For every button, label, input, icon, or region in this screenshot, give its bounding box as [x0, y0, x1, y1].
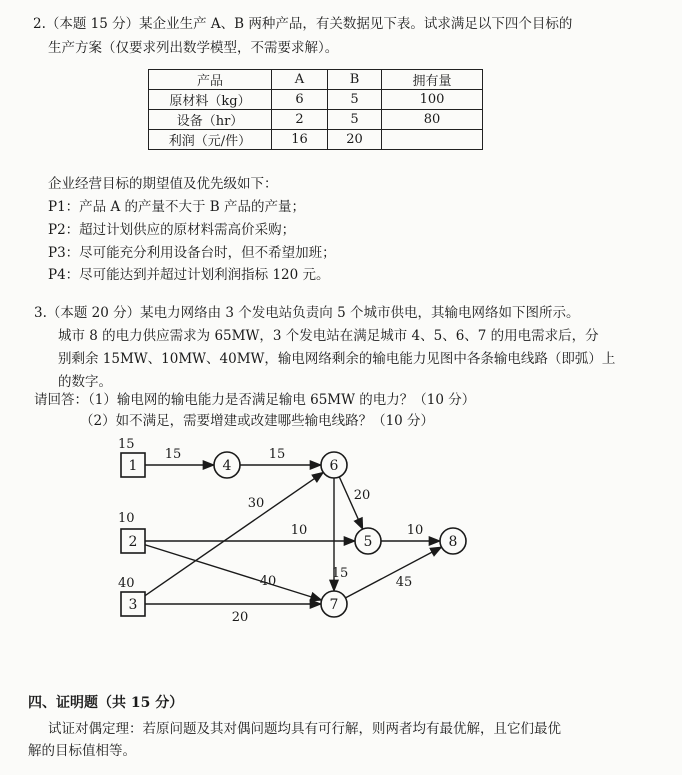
- station-label-1: 1: [128, 458, 138, 474]
- table-cell: 设备（hr）: [149, 110, 272, 130]
- goal-p4: P4：尽可能达到并超过计划利润指标 120 元。: [48, 267, 330, 283]
- arc-capacity-2-7: 40: [259, 574, 277, 589]
- q3-text-line-2: 城市 8 的电力供应需求为 65MW，3 个发电站在满足城市 4、5、6、7 的用电需求后，分: [58, 328, 599, 344]
- arc-capacity-5-8: 10: [406, 523, 424, 538]
- station-label-3: 3: [128, 597, 138, 613]
- arc-capacity-1-4: 15: [164, 447, 182, 462]
- arc-capacity-2-5: 10: [290, 523, 308, 538]
- arc-7-8: [345, 547, 441, 598]
- station-supply-1: 15: [118, 437, 135, 452]
- table-header-cell: 产品: [149, 70, 272, 90]
- q2-text-line-2: 生产方案（仅要求列出数学模型，不需要求解）。: [48, 40, 339, 56]
- arc-2-7: [145, 545, 322, 600]
- q4-text-line-2: 解的目标值相等。: [28, 743, 136, 759]
- city-label-4: 4: [222, 458, 232, 474]
- table-cell: 2: [272, 110, 328, 130]
- goal-p3: P3：尽可能充分利用设备台时，但不希望加班；: [48, 245, 336, 261]
- q3-text-line-3: 别剩余 15MW、10MW、40MW，输电网络剩余的输电能力见图中各条输电线路（即弧）上: [58, 351, 616, 367]
- table-cell: 80: [382, 110, 483, 130]
- table-cell: 5: [328, 90, 382, 110]
- q3-text-line-4: 的数字。: [58, 374, 112, 390]
- arc-capacity-3-7: 20: [231, 610, 249, 625]
- arc-capacity-7-8: 45: [395, 575, 413, 590]
- station-supply-2: 10: [118, 511, 135, 526]
- city-label-6: 6: [329, 458, 339, 474]
- goals-intro: 企业经营目标的期望值及优先级如下：: [48, 176, 278, 192]
- table-cell: 16: [272, 130, 328, 150]
- table-cell: 6: [272, 90, 328, 110]
- table-header-cell: A: [272, 70, 328, 90]
- arc-capacity-4-6: 15: [268, 447, 286, 462]
- table-cell: 利润（元/件）: [149, 130, 272, 150]
- q3-answer-1: 请回答：（1）输电网的输电能力是否满足输电 65MW 的电力？（10 分）: [34, 392, 476, 408]
- table-cell: 原材料（kg）: [149, 90, 272, 110]
- table-cell: 5: [328, 110, 382, 130]
- arc-capacity-6-5: 20: [353, 488, 371, 503]
- station-supply-3: 40: [118, 576, 135, 591]
- table-header-cell: B: [328, 70, 382, 90]
- city-label-7: 7: [329, 597, 339, 613]
- arc-6-5: [339, 477, 362, 529]
- q3-text-line-1: 3.（本题 20 分）某电力网络由 3 个发电站负责向 5 个城市供电，其输电网络如下图所示。: [34, 305, 580, 321]
- section-4-heading: 四、证明题（共 15 分）: [28, 695, 184, 711]
- arc-capacity-6-7: 15: [331, 566, 349, 581]
- city-label-5: 5: [363, 534, 373, 550]
- arc-capacity-3-6: 30: [247, 496, 265, 511]
- goal-p1: P1：产品 A 的产量不大于 B 产品的产量；: [48, 199, 306, 215]
- q3-answer-2: （2）如不满足，需要增建或改建哪些输电线路？（10 分）: [80, 413, 435, 429]
- q4-text-line-1: 试证对偶定理：若原问题及其对偶问题均具有可行解，则两者均有最优解，且它们最优: [48, 721, 561, 737]
- table-cell: 20: [328, 130, 382, 150]
- city-label-8: 8: [448, 534, 458, 550]
- goal-p2: P2：超过计划供应的原材料需高价采购；: [48, 222, 296, 238]
- table-cell: 100: [382, 90, 483, 110]
- station-label-2: 2: [128, 534, 138, 550]
- table-header-cell: 拥有量: [382, 70, 483, 90]
- q2-text-line-1: 2.（本题 15 分）某企业生产 A、B 两种产品，有关数据见下表。试求满足以下四个目标的: [33, 16, 573, 32]
